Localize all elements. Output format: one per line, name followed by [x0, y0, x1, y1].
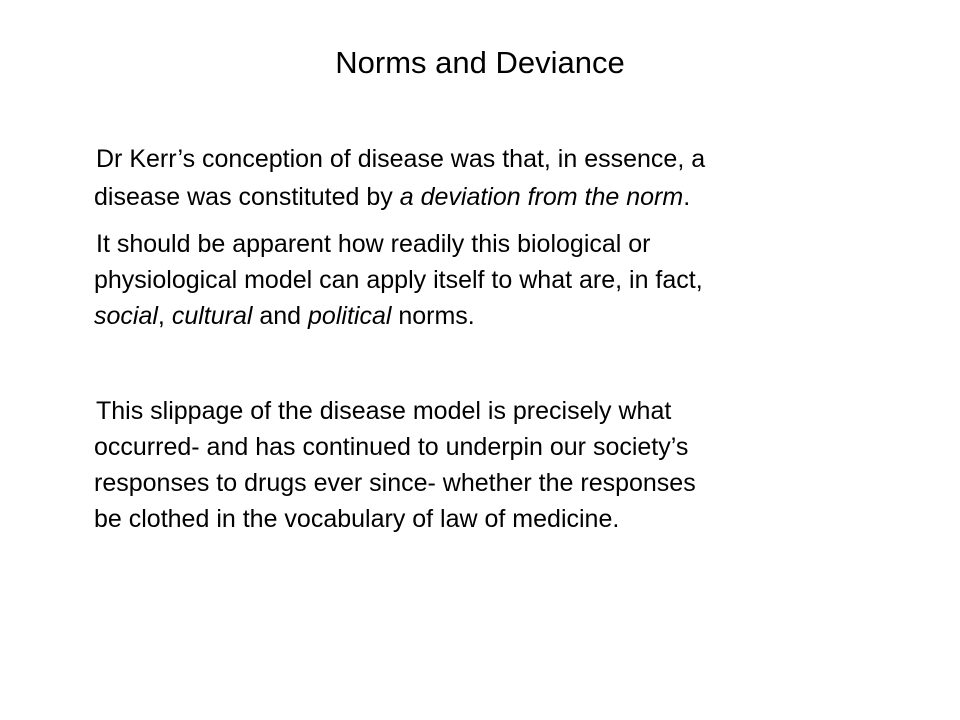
separator-and: and	[252, 302, 309, 330]
paragraph-3-line-2: occurred- and has continued to underpin our society’s	[94, 433, 689, 461]
paragraph-2	[94, 226, 914, 334]
paragraph-1-line-1: Dr Kerr’s conception of disease was that, in essence, a	[96, 145, 706, 173]
emphasis-social: social	[94, 302, 158, 330]
paragraph-3-line-1: This slippage of the disease model is precisely what	[96, 397, 672, 425]
emphasis-political: political	[308, 302, 392, 330]
paragraph-1	[94, 140, 914, 216]
paragraph-2-line-3-end: norms.	[391, 302, 475, 330]
paragraph-3	[94, 393, 914, 537]
paragraph-1-line-2-end: .	[683, 183, 691, 211]
paragraph-3-line-4: be clothed in the vocabulary of law of medicine.	[94, 505, 620, 533]
emphasis-cultural: cultural	[171, 302, 253, 330]
emphasis-deviation: a deviation from the norm	[399, 183, 684, 211]
paragraph-1-line-2-text: disease was constituted by	[94, 183, 400, 211]
paragraph-1-line-2	[94, 178, 914, 216]
paragraph-2-line-2: physiological model can apply itself to what are, in fact,	[94, 266, 703, 294]
paragraph-2-line-3	[94, 298, 914, 334]
paragraph-3-line-3: responses to drugs ever since- whether the responses	[94, 469, 696, 497]
slide-title: Norms and Deviance	[335, 45, 625, 80]
paragraph-2-line-1: It should be apparent how readily this biological or	[96, 230, 651, 258]
separator-comma: ,	[157, 302, 172, 330]
